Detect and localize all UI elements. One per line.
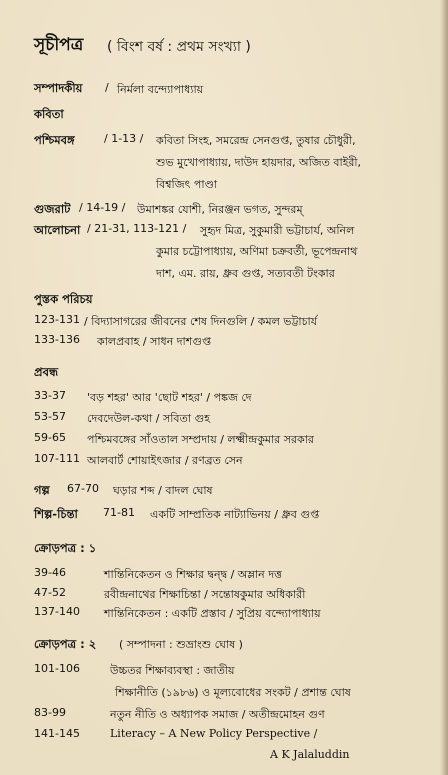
story-pages: 67-70 bbox=[67, 482, 99, 495]
book-intro-text: কালপ্রবাহ / সাধন দাশগুপ্ত bbox=[97, 335, 212, 348]
book-intro-heading: পুস্তক পরিচয় bbox=[34, 292, 93, 306]
supplement1-text: শান্তিনিকেতন : একটি প্রস্তাব / সুপ্রিয় বন্দ্যোপাধ্যায় bbox=[104, 607, 321, 620]
essay-pages: 107-111 bbox=[34, 452, 80, 465]
poetry-gujarat-line1: উমাশঙ্কর যোশী, নিরঞ্জন ভগত, সুন্দরম্ bbox=[137, 203, 303, 216]
supplement2-pages: 83-99 bbox=[34, 706, 66, 719]
editorial-sep: / bbox=[105, 81, 109, 94]
essay-pages: 33-37 bbox=[34, 389, 66, 402]
supplement2-heading: ক্রোড়পত্র : ২ bbox=[34, 637, 97, 651]
page-edge-shadow bbox=[440, 0, 448, 775]
art-text: একটি সাম্প্রতিক নাট্যাভিনয় / ধ্রুব গুপ্ত bbox=[150, 508, 320, 521]
art-pages: 71-81 bbox=[103, 506, 135, 519]
poetry-wb-line1: কবিতা সিংহ, সমরেন্দ্র সেনগুপ্ত, তুষার চৌধুরী, bbox=[156, 134, 356, 147]
poetry-gujarat-label: গুজরাট bbox=[34, 202, 71, 216]
supplement2-text: Literacy – A New Policy Perspective / bbox=[110, 727, 318, 740]
essay-text: দেবদেউল-কথা / সবিতা গুহ bbox=[87, 412, 211, 425]
book-intro-pages: 123-131 bbox=[34, 313, 80, 326]
book-intro-pages: 133-136 bbox=[34, 333, 80, 346]
supplement2-text: উচ্চতর শিক্ষাব্যবস্থা : জাতীয় bbox=[110, 664, 235, 677]
essay-text: আলবার্ট শোয়াইৎজার / রণব্রত সেন bbox=[87, 454, 243, 467]
criticism-label: আলোচনা bbox=[34, 223, 81, 237]
supplement1-pages: 39-46 bbox=[34, 566, 66, 579]
story-label: গল্প bbox=[34, 483, 50, 497]
poetry-heading: কবিতা bbox=[34, 107, 64, 121]
supplement2-author: A K Jalaluddin bbox=[270, 748, 350, 761]
poetry-wb-line3: বিশ্বজিৎ পাণ্ডা bbox=[156, 178, 218, 191]
book-intro-text: / বিদ্যাসাগরের জীবনের শেষ দিনগুলি / কমল ভট্টাচার্য bbox=[84, 315, 318, 328]
issue-subtitle: ( বিংশ বর্ষ : প্রথম সংখ্যা ) bbox=[107, 39, 251, 55]
art-label: শিল্প-চিন্তা bbox=[34, 507, 78, 521]
supplement1-heading: ক্রোড়পত্র : ১ bbox=[34, 541, 97, 555]
supplement2-pages: 101-106 bbox=[34, 662, 80, 675]
criticism-line3: দাশ, এম. রায়, ধ্রুব গুপ্ত, সত্যবতী টংকার bbox=[156, 267, 335, 280]
essay-text: 'বড় শহর' আর 'ছোট শহর' / পঙ্কজ দে bbox=[87, 391, 252, 404]
essays-heading: প্রবন্ধ bbox=[34, 365, 59, 379]
supplement1-pages: 47-52 bbox=[34, 586, 66, 599]
supplement2-text: শিক্ষানীতি (১৯৮৬) ও মূল্যবোধের সংকট / প্রশান্ত ঘোষ bbox=[115, 686, 351, 699]
supplement2-pages: 141-145 bbox=[34, 727, 80, 740]
criticism-pages: / 21-31, 113-121 / bbox=[87, 222, 187, 235]
poetry-wb-pages: / 1-13 / bbox=[104, 132, 144, 145]
editorial-heading: সম্পাদকীয় bbox=[34, 81, 83, 95]
poetry-wb-label: পশ্চিমবঙ্গ bbox=[34, 133, 75, 147]
poetry-gujarat-pages: / 14-19 / bbox=[79, 201, 126, 214]
page-title: সূচীপত্র bbox=[34, 35, 84, 55]
supplement1-pages: 137-140 bbox=[34, 605, 80, 618]
criticism-line1: সুহৃদ মিত্র, সুকুমারী ভট্টাচার্য, অনিল bbox=[200, 224, 355, 237]
supplement2-text: নতুন নীতি ও অধ্যাপক সমাজ / অতীন্দ্রমোহন গুণ bbox=[110, 708, 325, 721]
story-text: ঘড়ার শব্দ / বাদল ঘোষ bbox=[113, 484, 213, 497]
essay-pages: 59-65 bbox=[34, 431, 66, 444]
essay-pages: 53-57 bbox=[34, 410, 66, 423]
supplement1-text: শান্তিনিকেতন ও শিক্ষার দ্বন্দ্ব / অম্লান দত্ত bbox=[104, 568, 282, 581]
essay-text: পশ্চিমবঙ্গের সাঁওতাল সম্প্রদায় / লক্ষ্মীন্দ্রকুমার সরকার bbox=[87, 433, 314, 446]
supplement2-editor: ( সম্পাদনা : শুভ্রাংশু ঘোষ ) bbox=[119, 638, 243, 651]
poetry-wb-line2: শুভ মুখোপাধ্যায়, দাউদ হায়দার, অজিত বাইরী, bbox=[156, 156, 362, 169]
criticism-line2: কুমার চট্টোপাধ্যায়, অণিমা চক্রবর্তী, ভূপেন্দ্রনাথ bbox=[156, 245, 358, 258]
supplement1-text: রবীন্দ্রনাথের শিক্ষাচিন্তা / সন্তোষকুমার অধিকারী bbox=[104, 588, 306, 601]
editorial-author: নির্মলা বন্দ্যোপাধ্যায় bbox=[117, 83, 204, 96]
